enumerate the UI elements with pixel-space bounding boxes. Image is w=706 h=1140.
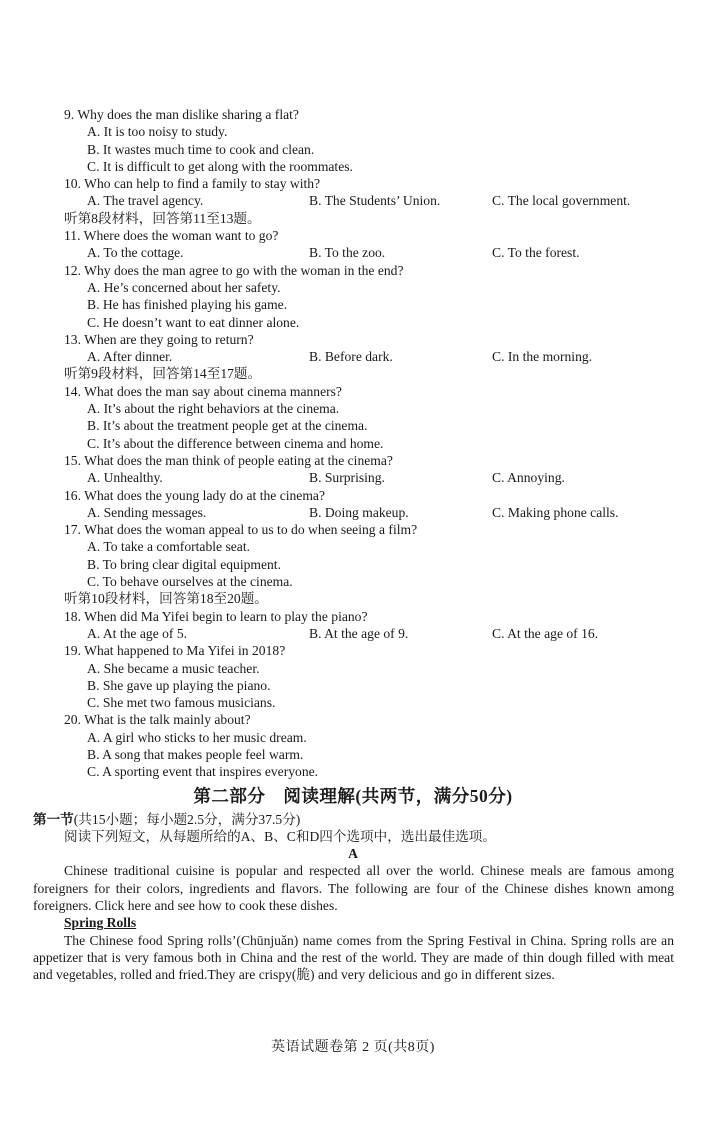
- question-20-option-a: A. A girl who sticks to her music dream.: [87, 729, 307, 745]
- question-14-stem: 14. What does the man say about cinema manners?: [64, 383, 342, 399]
- question-10-options: [0, 192, 706, 209]
- question-19-option-c: C. She met two famous musicians.: [87, 695, 276, 711]
- page-footer: 英语试题卷第 2 页(共8页): [271, 1040, 435, 1055]
- question-20-option-b: B. A song that makes people feel warm.: [87, 746, 304, 762]
- question-9-option-a: A. It is too noisy to study.: [87, 124, 228, 140]
- question-16-option-c: C. Making phone calls.: [492, 504, 619, 520]
- question-13-option-b: B. Before dark.: [309, 349, 393, 365]
- question-10-option-b: B. The Students’ Union.: [309, 193, 441, 209]
- question-17-option-b: B. To bring clear digital equipment.: [87, 556, 281, 572]
- question-17-option-c: C. To behave ourselves at the cinema.: [87, 574, 293, 590]
- listening-note-10: 听第10段材料，回答第18至20题。: [64, 591, 268, 607]
- question-12-option-a: A. He’s concerned about her safety.: [87, 279, 281, 295]
- passage-paragraph-1: Chinese traditional cuisine is popular and respected all over the world. Chinese meals are famous among foreigners for their colors, ingredients and flavors. The following are four of the Chinese dishes known among foreigners. Click here and see how to cook these dishes.: [33, 863, 674, 914]
- question-9-option-b: B. It wastes much time to cook and clean.: [87, 141, 315, 157]
- question-20-option-c: C. A sporting event that inspires everyone.: [87, 764, 319, 780]
- listening-note-8: 听第8段材料，回答第11至13题。: [64, 210, 261, 226]
- question-19-stem: 19. What happened to Ma Yifei in 2018?: [64, 643, 286, 659]
- question-11-option-c: C. To the forest.: [492, 245, 580, 261]
- question-18-option-c: C. At the age of 16.: [492, 625, 599, 641]
- question-17-option-a: A. To take a comfortable seat.: [87, 539, 250, 555]
- question-19-option-a: A. She became a music teacher.: [87, 660, 260, 676]
- question-15-option-c: C. Annoying.: [492, 470, 565, 486]
- reading-instruction: 阅读下列短文，从每题所给的A、B、C和D四个选项中，选出最佳选项。: [64, 828, 496, 844]
- question-10-option-a: A. The travel agency.: [87, 193, 204, 209]
- passage-label: A: [348, 846, 358, 862]
- spring-rolls-heading: Spring Rolls: [64, 915, 137, 931]
- question-16-option-b: B. Doing makeup.: [309, 504, 409, 520]
- question-11-option-a: A. To the cottage.: [87, 245, 184, 261]
- question-16-options: [0, 504, 706, 521]
- question-12-option-c: C. He doesn’t want to eat dinner alone.: [87, 314, 300, 330]
- question-13-stem: 13. When are they going to return?: [64, 331, 254, 347]
- question-13-options: [0, 348, 706, 365]
- page-content: [0, 106, 706, 984]
- listening-note-9: 听第9段材料，回答第14至17题。: [64, 366, 262, 382]
- question-11-options: [0, 244, 706, 261]
- section-one-detail: (共15小题；每小题2.5分，满分37.5分): [73, 811, 301, 827]
- question-20-stem: 20. What is the talk mainly about?: [64, 712, 251, 728]
- question-14-option-b: B. It’s about the treatment people get at the cinema.: [87, 418, 368, 434]
- question-15-options: [0, 469, 706, 486]
- question-18-stem: 18. When did Ma Yifei begin to learn to play the piano?: [64, 608, 368, 624]
- question-17-stem: 17. What does the woman appeal to us to do when seeing a film?: [64, 522, 418, 538]
- question-16-stem: 16. What does the young lady do at the cinema?: [64, 487, 325, 503]
- part-two-title: 第二部分 阅读理解(共两节，满分50分): [193, 785, 513, 806]
- question-15-option-b: B. Surprising.: [309, 470, 385, 486]
- question-16-option-a: A. Sending messages.: [87, 504, 207, 520]
- question-18-option-a: A. At the age of 5.: [87, 625, 188, 641]
- question-18-option-b: B. At the age of 9.: [309, 625, 409, 641]
- question-13-option-a: A. After dinner.: [87, 349, 173, 365]
- passage-paragraph-2: The Chinese food Spring rolls’(Chūnjuǎn) name comes from the Spring Festival in China. Spring rolls are an appetizer that is very famous both in China and the rest of the world. They are made of thin dough filled with meat and vegetables, rolled and fried.They are crispy(脆) and very delicious and go in different sizes.: [33, 932, 674, 983]
- question-10-stem: 10. Who can help to find a family to stay with?: [64, 176, 321, 192]
- question-12-option-b: B. He has finished playing his game.: [87, 297, 288, 313]
- question-15-option-a: A. Unhealthy.: [87, 470, 163, 486]
- question-12-stem: 12. Why does the man agree to go with the woman in the end?: [64, 262, 404, 278]
- section-one-heading: [0, 811, 706, 828]
- question-14-option-c: C. It’s about the difference between cinema and home.: [87, 435, 384, 451]
- question-14-option-a: A. It’s about the right behaviors at the cinema.: [87, 401, 340, 417]
- question-13-option-c: C. In the morning.: [492, 349, 593, 365]
- question-18-options: [0, 625, 706, 642]
- question-11-option-b: B. To the zoo.: [309, 245, 386, 261]
- question-9-option-c: C. It is difficult to get along with the roommates.: [87, 158, 353, 174]
- section-one-label: 第一节: [33, 811, 74, 827]
- question-19-option-b: B. She gave up playing the piano.: [87, 677, 271, 693]
- question-9-stem: 9. Why does the man dislike sharing a flat?: [64, 107, 299, 122]
- question-11-stem: 11. Where does the woman want to go?: [64, 228, 279, 244]
- question-15-stem: 15. What does the man think of people eating at the cinema?: [64, 452, 393, 468]
- question-10-option-c: C. The local government.: [492, 193, 631, 209]
